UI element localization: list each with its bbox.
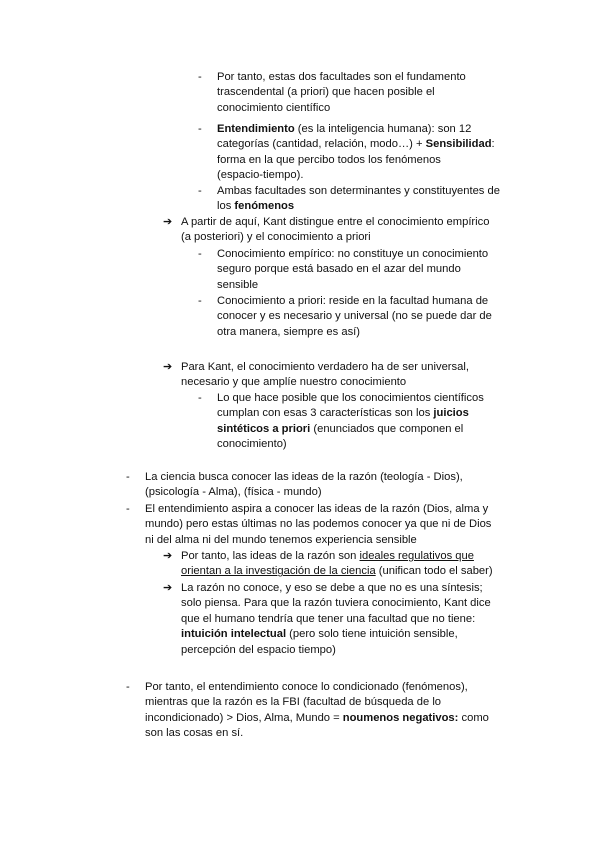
dash-bullet: - bbox=[198, 123, 202, 135]
dash-bullet: - bbox=[198, 185, 202, 197]
dash-bullet: - bbox=[198, 392, 202, 404]
list-item-line: Conocimiento empírico: no constituye un conocimiento bbox=[217, 248, 489, 260]
list-item-line: seguro porque está basado en el azar del mundo bbox=[217, 263, 461, 276]
bold-term: Sensibilidad bbox=[425, 138, 492, 151]
list-item-line bbox=[217, 406, 547, 421]
list-item-line: conocimiento) bbox=[217, 438, 287, 451]
list-item-line: solo piensa. Para que la razón tuviera conocimiento, Kant dice bbox=[181, 597, 491, 610]
arrow-bullet-icon: ➔ bbox=[163, 582, 173, 594]
text-run: categorías (cantidad, relación, modo…) + bbox=[217, 138, 426, 151]
list-item-line bbox=[181, 564, 551, 579]
list-item-line: Ambas facultades son determinantes y constituyentes de bbox=[217, 185, 500, 197]
list-item-line: (a posteriori) y el conocimiento a priori bbox=[181, 231, 371, 244]
text-run: : bbox=[491, 138, 495, 151]
list-item-line: La razón no conoce, y eso se debe a que no es una síntesis; bbox=[181, 582, 483, 594]
list-item bbox=[163, 581, 551, 658]
list-item-line: Para Kant, el conocimiento verdadero ha de ser universal, bbox=[181, 361, 469, 373]
dash-bullet: - bbox=[198, 248, 202, 260]
underlined-term: orientan a la investigación de la ciencia bbox=[181, 565, 376, 578]
list-item-line: forma en la que percibo todos los fenómenos bbox=[217, 153, 441, 166]
text-run: como bbox=[458, 711, 489, 724]
list-item bbox=[198, 70, 547, 116]
dash-bullet: - bbox=[198, 295, 202, 307]
list-item-line: A partir de aquí, Kant distingue entre el conocimiento empírico bbox=[181, 216, 490, 228]
list-item-line: mientras que la razón es la FBI (facultad de búsqueda de lo bbox=[145, 696, 442, 709]
list-item bbox=[126, 680, 555, 742]
list-item bbox=[126, 502, 555, 548]
dash-bullet: - bbox=[198, 71, 202, 83]
bold-term: noumenos negativos: bbox=[342, 711, 459, 724]
list-item-line: otra manera, siempre es así) bbox=[217, 325, 361, 338]
arrow-bullet-icon: ➔ bbox=[163, 216, 173, 228]
bold-term: Entendimiento bbox=[217, 123, 295, 135]
text-run: incondicionado) > Dios, Alma, Mundo = bbox=[145, 711, 343, 724]
list-item-line: El entendimiento aspira a conocer las ideas de la razón (Dios, alma y bbox=[145, 503, 489, 515]
list-item bbox=[163, 549, 551, 580]
arrow-bullet-icon: ➔ bbox=[163, 550, 173, 562]
list-item bbox=[163, 215, 541, 246]
list-item-line: Por tanto, estas dos facultades son el fundamento bbox=[217, 71, 466, 83]
list-item-line: ni del alma ni del mundo tenemos experiencia sensible bbox=[145, 533, 417, 546]
list-item-line: mundo) pero estas últimas no las podemos conocer ya que ni de Dios bbox=[145, 518, 492, 531]
list-item-line bbox=[217, 199, 547, 214]
list-item-line bbox=[181, 549, 551, 564]
list-item-line: Lo que hace posible que los conocimientos científicos bbox=[217, 392, 484, 404]
text-run: (es la inteligencia humana): son 12 bbox=[294, 123, 472, 135]
text-run: cumplan con esas 3 características son los bbox=[217, 407, 434, 420]
list-item-line bbox=[145, 711, 555, 726]
text-run: (unifican todo el saber) bbox=[375, 565, 493, 578]
list-item-line: conocer y es necesario y universal (no se puede dar de bbox=[217, 310, 492, 323]
list-item-line: Por tanto, el entendimiento conoce lo condicionado (fenómenos), bbox=[145, 681, 468, 693]
dash-bullet: - bbox=[126, 681, 130, 693]
text-run: (pero solo tiene intuición sensible, bbox=[286, 628, 458, 641]
dash-bullet: - bbox=[126, 471, 130, 483]
underlined-term: ideales regulativos que bbox=[359, 550, 474, 562]
bold-term: fenómenos bbox=[234, 200, 295, 213]
list-item bbox=[198, 294, 547, 340]
list-item bbox=[198, 247, 547, 293]
list-item bbox=[126, 470, 545, 501]
text-run: los bbox=[217, 200, 235, 213]
list-item-line bbox=[217, 422, 547, 437]
text-run: (enunciados que componen el bbox=[310, 422, 464, 435]
dash-bullet: - bbox=[126, 503, 130, 515]
list-item-line bbox=[181, 627, 551, 642]
list-item-line: (espacio-tiempo). bbox=[217, 169, 304, 182]
list-item bbox=[198, 122, 547, 184]
list-item-line: conocimiento científico bbox=[217, 101, 331, 114]
list-item-line: La ciencia busca conocer las ideas de la razón (teología - Dios), bbox=[145, 471, 463, 483]
list-item-line: percepción del espacio tiempo) bbox=[181, 643, 336, 656]
list-item bbox=[163, 360, 541, 391]
list-item-line bbox=[217, 122, 547, 137]
list-item bbox=[198, 184, 547, 215]
arrow-bullet-icon: ➔ bbox=[163, 361, 173, 373]
list-item-line: necesario y que amplíe nuestro conocimiento bbox=[181, 376, 407, 389]
list-item-line: trascendental (a priori) que hacen posible el bbox=[217, 86, 435, 99]
list-item-line: que el humano tendría que tener una facultad que no tiene: bbox=[181, 612, 476, 625]
text-run: Por tanto, las ideas de la razón son bbox=[181, 550, 360, 562]
list-item-line: sensible bbox=[217, 278, 259, 291]
list-item-line: (psicología - Alma), (física - mundo) bbox=[145, 486, 322, 499]
list-item-line: Conocimiento a priori: reside en la facultad humana de bbox=[217, 295, 489, 307]
list-item bbox=[198, 391, 547, 453]
list-item-line bbox=[217, 137, 547, 152]
bold-term: sintéticos a priori bbox=[217, 422, 311, 435]
list-item-line: son las cosas en sí. bbox=[145, 727, 244, 740]
bold-term: intuición intelectual bbox=[181, 628, 287, 641]
bold-term: juicios bbox=[433, 407, 469, 420]
